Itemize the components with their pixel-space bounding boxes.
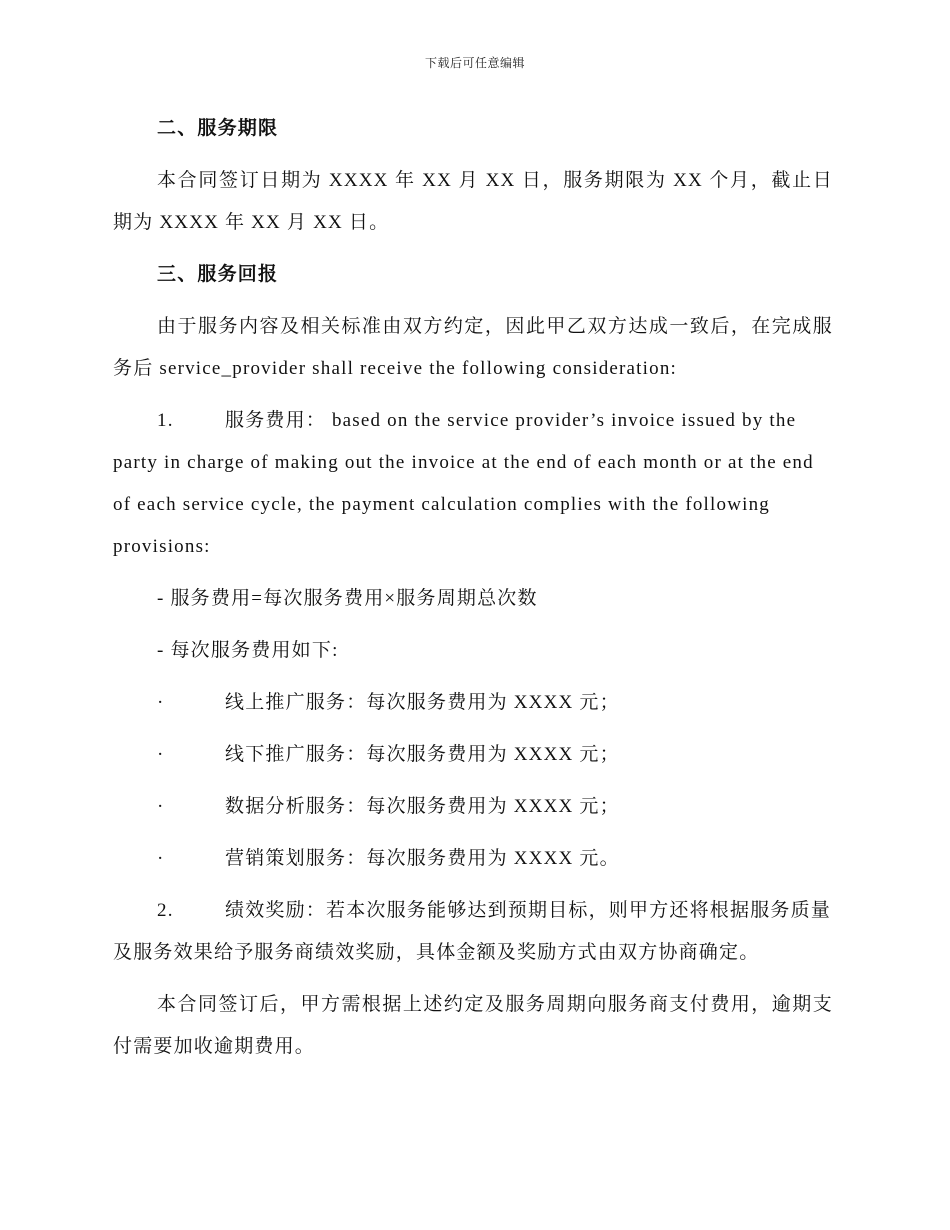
numbered-item-1 [113,400,833,568]
bullet-text: 营销策划服务：每次服务费用为 XXXX 元。 [225,848,620,869]
fee-intro-line: - 每次服务费用如下: [157,640,339,661]
payment-closing-paragraph: 本合同签订后，甲方需根据上述约定及服务周期向服务商支付费用，逾期支付需要加收逾期费用。 [113,994,833,1057]
bullet-item [113,786,833,828]
fee-formula-line: - 服务费用=每次服务费用×服务周期总次数 [157,588,538,609]
bullet-item [113,838,833,880]
bullet-text: 数据分析服务：每次服务费用为 XXXX 元； [225,796,620,817]
numbered-item-2 [113,890,833,974]
document-body [113,108,833,1078]
consideration-intro-paragraph: 由于服务内容及相关标准由双方约定，因此甲乙双方达成一致后，在完成服务后 service_provider shall receive the following consideration: [113,316,833,379]
bullet-item [113,734,833,776]
section-2-heading: 二、服务期限 [157,118,279,139]
bullet-item [113,682,833,724]
bullet-marker: · [157,744,165,765]
bullet-marker: · [157,848,165,869]
bullet-text: 线上推广服务：每次服务费用为 XXXX 元； [225,692,620,713]
item-number: 2. [157,900,174,921]
section-3-heading: 三、服务回报 [157,264,279,285]
item-2-text: 绩效奖励：若本次服务能够达到预期目标，则甲方还将根据服务质量及服务效果给予服务商绩效奖励，具体金额及奖励方式由双方协商确定。 [113,900,832,963]
service-term-paragraph: 本合同签订日期为 XXXX 年 XX 月 XX 日，服务期限为 XX 个月，截止日期为 XXXX 年 XX 月 XX 日。 [113,170,833,233]
bullet-marker: · [157,796,165,817]
item-1-text: 服务费用： based on the service provider’s invoice issued by the party in charge of making out the invoice at the end of each month or at the end of each service cycle, the payment calculation complies with the following provisions: [113,410,814,557]
page-header: 下载后可任意编辑 [424,56,525,70]
bullet-marker: · [157,692,165,713]
item-number: 1. [157,410,174,431]
bullet-text: 线下推广服务：每次服务费用为 XXXX 元； [225,744,620,765]
